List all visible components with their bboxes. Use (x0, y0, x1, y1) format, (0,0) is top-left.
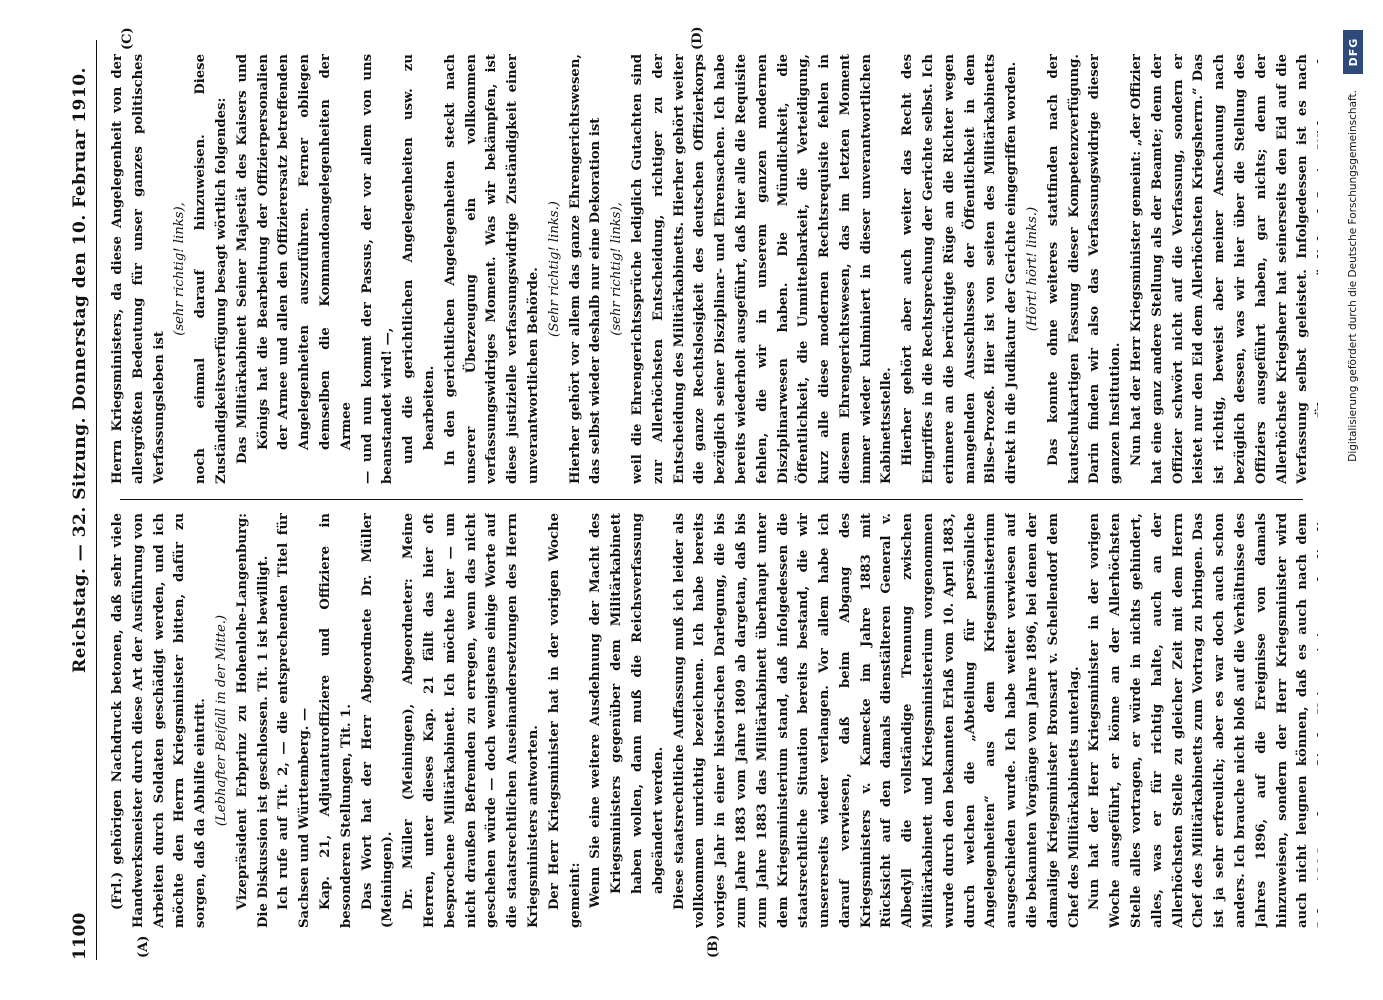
margin-marker-a: (A) (136, 935, 151, 958)
paragraph: — und nun kommt der Passus, der vor allem von uns beanstandet wird! —, (359, 54, 396, 484)
footer (1341, 0, 1371, 1000)
paragraph: weil die Ehrengerichtssprüche lediglich Gutachten sind zur Allerhöchsten Entscheidung, richtiger zu der Entscheidung des Militärkabinetts. Hierher gehört weiter die ganze Rechtslosigkeit des deutschen Offizierkorps bezüglich seiner Disziplinar- und Ehrensachen. Ich habe bereits wiederholt ausgeführt, daß hier alle die Requisite fehlen, die wir in unserem ganzen modernen Disziplinarwesen haben. Die Mündlichkeit, die Öffentlichkeit, die Unmittelbarkeit, die Verteidigung, kurz alle diese modernen Rechtsrequisite fehlen in diesem Ehrengerichtswesen, das im letzten Moment immer wieder kulminiert in dieser unverantwortlichen Kabinettsstelle. (629, 54, 895, 484)
paragraph: (sehr richtig! links), (609, 202, 625, 336)
paragraph: (Hört! hört! links.) (1025, 206, 1041, 332)
paragraph: Hierher gehört vor allem das ganze Ehrengerichtswesen, das selbst wieder deshalb nur eine Dekoration ist (567, 54, 604, 484)
margin-marker-d: (D) (690, 26, 705, 50)
text-column-left (108, 513, 1318, 928)
text-column-right (108, 54, 1318, 484)
paragraph: Nun hat der Herr Kriegsminister in der vorigen Woche ausgeführt, er könne an der Allerhöchsten Stelle alles vortragen, er würde in nichts gehindert, alles, was er für richtig halte, auch an der Allerhöchsten Stelle zu gleicher Zeit mit dem Herrn Chef des Militärkabinetts zum Vortrag zu bringen. Das ist ja sehr erfreulich; aber es war doch auch schon anders. Ich brauche nicht bloß auf die Verhältnisse des Jahres 1896, auf die Ereignisse von damals hinzuweisen, sondern der Herr Kriegsminister wird auch nicht leugnen können, daß es auch nach dem (1087, 513, 1311, 928)
page-number: 1100 (70, 912, 90, 960)
paragraph: Ich rufe auf Tit. 2, — die entsprechenden Titel für Sachsen und Württemberg. — (276, 513, 313, 928)
margin-marker-b: (B) (706, 934, 721, 958)
dfg-logo: DFG (1343, 30, 1363, 74)
paragraph: Diese staatsrechtliche Auffassung muß ich leider als vollkommen unrichtig bezeichnen. Ich habe bereits voriges Jahr in einer historischen Darlegung, die bis zum Jahre 1883 vom Jahre 1809 ab dargetan, daß bis zum Jahre 1883 das Militärkabinett überhaupt unter dem Kriegsministerium stand, daß infolgedessen die staatsrechtliche Situation bereits bestand, die wir unsererseits wieder verlangen. Vor allem habe ich darauf verwiesen, daß beim Abgang des Kriegsministers v. Kamecke im Jahre 1883 mit Rücksicht auf den damals dienstälteren General v. Albedyll die vollständige Trennung zwischen Militärkabinett und Kriegsministerium vorgenommen wurde durch den bekannten Erlaß vom 10. April 1883, durch welchen die „Abteilung für persönliche Angelegenheiten“ aus dem Kriegsministerium ausgeschieden wurde. Ich habe weiter verwiesen auf die bekannten Vorgänge vom Jahre 1896, bei denen der damalige Kriegsminister Bronsart v. Schellendorf dem Chef des Militärkabinetts unterlag. (671, 513, 1082, 928)
paragraph: (Frl.) gehörigen Nachdruck betonen, daß sehr viele Handwerksmeister durch diese Art der Ausführung von Arbeiten durch Soldaten geschädigt werden, und ich möchte den Herrn Kriegsminister bitten, dafür zu sorgen, daß da Abhilfe eintritt. (110, 513, 209, 928)
paragraph: (sehr richtig! links), (172, 202, 188, 336)
paragraph: Kap. 21, Adjutanturoffiziere und Offiziere in besonderen Stellungen, Tit. 1. (317, 513, 354, 928)
column-divider (120, 499, 1303, 500)
paragraph: Herrn Kriegsministers, da diese Angelegenheit von der allergrößten Bedeutung für unser ganzes politisches Verfassungsleben ist (110, 54, 167, 484)
running-header (62, 40, 97, 960)
paragraph: Das Wort hat der Herr Abgeordnete Dr. Müller (Meiningen). (359, 513, 396, 928)
paragraph: noch einmal darauf hinzuweisen. Diese Zuständigkeitsverfügung besagt wörtlich folgendes: (193, 54, 229, 484)
digitization-note: Digitalisierung gefördert durch die Deutsche Forschungsgemeinschaft. (1347, 90, 1359, 462)
paragraph: und die gerichtlichen Angelegenheiten usw. zu bearbeiten. (401, 54, 437, 464)
paragraph: Dr. Müller (Meiningen), Abgeordneter: Meine Herren, unter dieses Kap. 21 fällt das hier oft besprochene Militärkabinett. Ich möchte hier — um nicht draußen Befremden zu erregen, wenn das nicht geschehen würde — doch wenigstens einige Worte auf die staatsrechtlichen Auseinandersetzungen des Herrn Kriegsministers antworten. (401, 513, 541, 928)
running-title: Reichstag. — 32. Sitzung. Donnerstag den 10. Februar 1910. (70, 67, 90, 673)
paragraph: Wenn Sie eine weitere Ausdehnung der Macht des Kriegsministers gegenüber dem Militärkabinett haben wollen, dann muß die Reichsverfassung abgeändert werden. (588, 513, 666, 908)
paragraph: Der Herr Kriegsminister hat in der vorigen Woche gemeint: (546, 513, 583, 928)
paragraph: Vizepräsident Erbprinz zu Hohenlohe-Langenburg: Die Diskussion ist geschlossen. Tit. 1 ist bewilligt. (234, 513, 271, 928)
paragraph: Das Militärkabinett Seiner Majestät des Kaisers und Königs hat die Bearbeitung der Offizierpersonalien der Armee und allen den Offizierersatz betreffenden Angelegenheiten auszuführen. Ferner obliegen demselben die Kommandoangelegenheiten der Armee (234, 54, 354, 464)
paragraph: In den gerichtlichen Angelegenheiten steckt nach unserer Überzeugung ein vollkommen verfassungswidriges Moment. Was wir bekämpfen, ist diese justizielle verfassungswidrige Zuständigkeit einer unverantwortlichen Behörde. (442, 54, 541, 484)
paragraph: Hierher gehört aber auch weiter das Recht des Eingriffes in die Rechtsprechung der Gerichte selbst. Ich erinnere an die berüchtigte Rüge an die Richter wegen mangelnden Ausschlusses der Öffentlichkeit in dem Bilse-Prozeß. Hier ist von seiten des Militärkabinetts direkt in die Judikatur der Gerichte eingegriffen worden. (900, 54, 1020, 484)
paragraph: (Sehr richtig! links.) (546, 201, 562, 337)
paragraph: Nun hat der Herr Kriegsminister gemeint: „der Offizier hat eine ganz andere Stellung als der Beamte; denn der Offizier schwört nicht auf die Verfassung, sondern er leistet nur den Eid dem Allerhöchsten Kriegsherrn.“ Das ist richtig, beweist aber meiner Anschauung nach bezüglich dessen, was wir hier über die Stellung des Offiziers ausgeführt haben, gar nichts; denn der Allerhöchste Kriegsherr hat seinerseits den Eid auf die Verfassung selbst geleistet. Infolgedessen ist es nach (1129, 54, 1311, 484)
paragraph: (Lebhafter Beifall in der Mitte.) (213, 614, 229, 827)
paragraph: Das konnte ohne weiteres stattfinden nach der kautschukartigen Fassung dieser Kompetenzverfügung. Darin finden wir also das Verfassungswidrige dieser ganzen Institution. (1045, 54, 1124, 484)
margin-marker-c: (C) (120, 27, 135, 50)
